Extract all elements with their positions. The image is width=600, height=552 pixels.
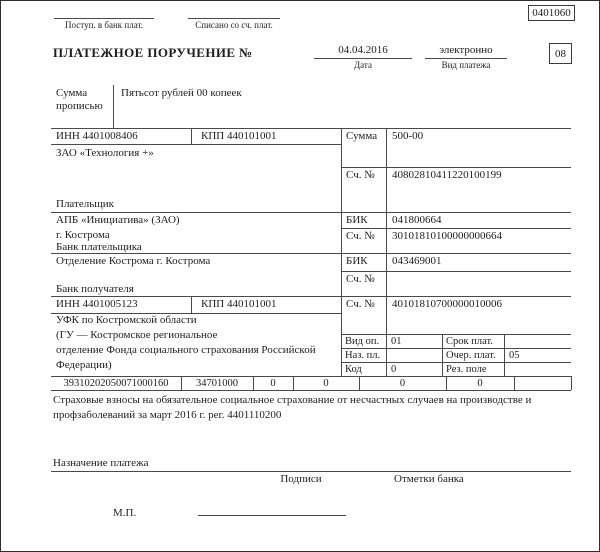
op-type-value: 01 [391, 336, 402, 347]
payee-account-value: 40101810700000010006 [392, 298, 502, 310]
signatures-label: Подписи [280, 473, 322, 485]
received-stamp-label: Поступ. в банк плат. [65, 20, 143, 30]
table-line [51, 212, 571, 213]
debited-stamp-line [188, 18, 280, 19]
received-stamp-line [54, 18, 154, 19]
reserve-field-label: Рез. поле [446, 364, 487, 375]
payer-bank-city: г. Кострома [56, 229, 110, 241]
tax-basis-cell: 0 [270, 378, 276, 389]
table-line [504, 334, 505, 376]
code-value: 0 [391, 364, 397, 375]
table-line [341, 167, 571, 168]
payee-bank-bik-value: 043469001 [392, 255, 442, 267]
table-line [341, 362, 571, 363]
payer-bank-label: Банк плательщика [56, 241, 142, 253]
kbk-cell: 39310202050071000160 [63, 378, 169, 389]
table-line [442, 334, 443, 376]
payee-bank-name: Отделение Кострома г. Кострома [56, 255, 211, 267]
date-value: 04.04.2016 [338, 44, 388, 56]
payer-name: ЗАО «Технология +» [56, 147, 154, 159]
tax-period-cell: 0 [323, 378, 329, 389]
payee-bank-bik-label: БИК [346, 255, 368, 267]
date-line [314, 58, 412, 59]
payer-inn: ИНН 4401008406 [56, 130, 138, 142]
table-line [51, 144, 341, 145]
purpose-underline [51, 471, 571, 472]
payment-type-line [425, 58, 507, 59]
table-line [191, 296, 192, 313]
table-line [341, 348, 571, 349]
status-code: 08 [555, 47, 566, 60]
payer-account-label: Сч. № [346, 169, 375, 181]
purpose-code-label: Наз. пл. [345, 350, 381, 361]
payee-kpp: КПП 440101001 [201, 298, 277, 310]
purpose-text-line: профзаболеваний за март 2016 г. рег. 4401110200 [53, 409, 282, 421]
debited-stamp-label: Списано со сч. плат. [195, 20, 273, 30]
payee-name-line: (ГУ — Костромское региональное [56, 329, 218, 341]
code-label: Код [345, 364, 362, 375]
payee-bank-account-label: Сч. № [346, 273, 375, 285]
purpose-text-line: Страховые взносы на обязательное социальное страхование от несчастных случаев на производстве и [53, 394, 532, 406]
date-label: Дата [354, 60, 372, 70]
tax-doc-number-cell: 0 [399, 378, 406, 389]
payee-account-label: Сч. № [346, 298, 375, 310]
due-date-label: Срок плат. [446, 336, 493, 347]
stamp-place-label: М.П. [113, 507, 137, 519]
priority-value: 05 [509, 350, 520, 361]
op-type-label: Вид оп. [345, 336, 380, 347]
payer-bank-account-label: Сч. № [346, 230, 375, 242]
table-line [51, 296, 571, 297]
amount-words-divider [113, 85, 114, 128]
payee-bank-label: Банк получателя [56, 283, 134, 295]
table-line [341, 271, 571, 272]
payer-account-value: 40802810411220100199 [392, 169, 502, 181]
table-line [51, 128, 571, 129]
sum-label: Сумма [346, 130, 378, 142]
payment-type-label: Вид платежа [441, 60, 491, 70]
table-line [571, 376, 572, 390]
tax-doc-date-cell: 0 [477, 378, 483, 389]
sum-value: 500-00 [392, 130, 424, 142]
payer-bank-account-value: 30101810100000000664 [392, 230, 502, 242]
table-line [514, 376, 515, 390]
payer-bank-bik-label: БИК [346, 214, 368, 226]
priority-label: Очер. плат. [446, 350, 496, 361]
amount-words-value: Пятьсот рублей 00 копеек [121, 87, 242, 99]
table-line [341, 128, 342, 376]
oktmo-cell: 34701000 [196, 378, 238, 389]
payee-name-line: отделение Фонда социального страхования Российской [56, 344, 316, 356]
payee-name-line: Федерации) [56, 359, 112, 371]
table-line [386, 128, 387, 376]
payee-inn: ИНН 4401005123 [56, 298, 138, 310]
form-code: 0401060 [532, 7, 571, 19]
table-line [51, 390, 571, 391]
payer-label: Плательщик [56, 198, 114, 210]
payer-bank-name: АПБ «Инициатива» (ЗАО) [56, 214, 180, 226]
payment-type-value: электронно [439, 44, 493, 56]
signature-line [198, 515, 346, 516]
table-line [341, 228, 571, 229]
purpose-label: Назначение платежа [53, 457, 149, 469]
table-line [341, 334, 571, 335]
table-line [191, 128, 192, 144]
form-code-box [528, 5, 575, 21]
status-code-box [549, 43, 572, 64]
bank-marks-label: Отметки банка [394, 473, 464, 485]
table-line [51, 376, 571, 377]
amount-words-label: Сумма прописью [56, 87, 103, 112]
document-title: ПЛАТЕЖНОЕ ПОРУЧЕНИЕ № [53, 45, 253, 60]
payer-bank-bik-value: 041800664 [392, 214, 442, 226]
payer-kpp: КПП 440101001 [201, 130, 277, 142]
payee-name-line: УФК по Костромской области [56, 314, 197, 326]
